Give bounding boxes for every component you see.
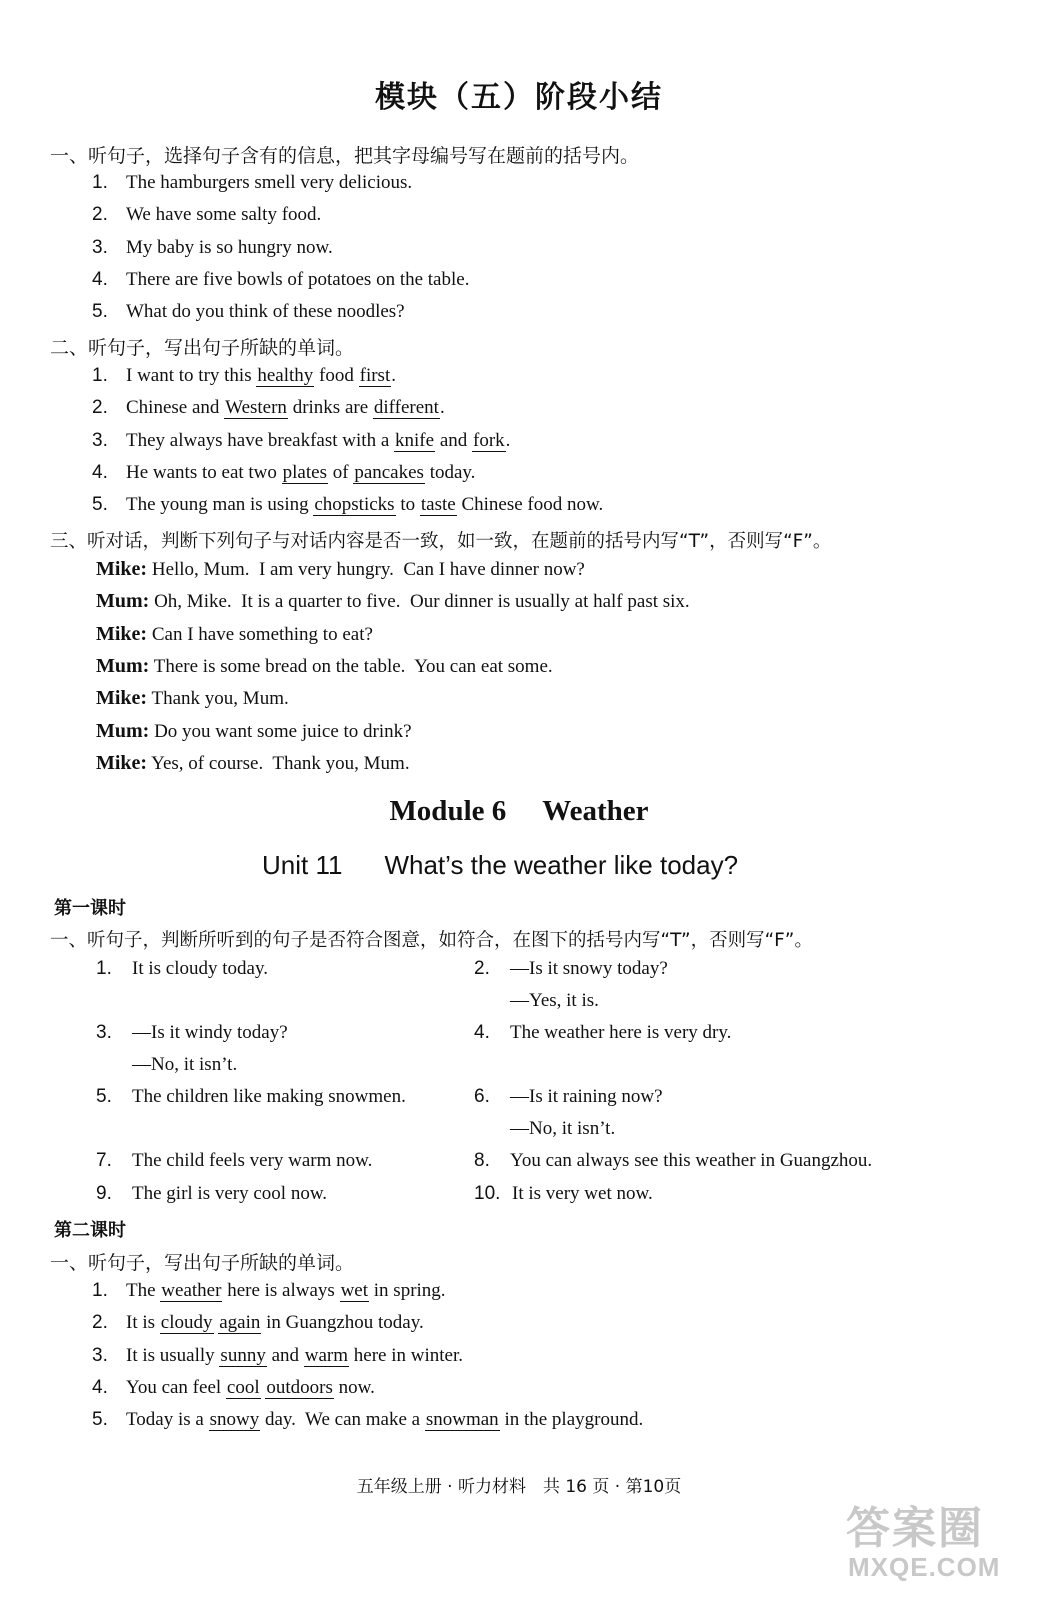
speaker: Mike:: [96, 687, 148, 710]
answer-word: first: [359, 365, 391, 386]
item-text: Today is a: [126, 1409, 209, 1431]
item-text: I want to try this: [126, 365, 257, 386]
item-number: 1.: [92, 172, 108, 193]
item-text: The weather here is very dry.: [510, 1022, 732, 1043]
dialogue-text: Thank you, Mum.: [151, 688, 289, 710]
item-number: 5.: [96, 1086, 112, 1107]
item-text: —No, it isn’t.: [132, 1054, 238, 1075]
module-label: Module 6: [389, 795, 507, 827]
answer-word: knife: [395, 429, 435, 451]
module-title: [0, 795, 1038, 828]
list-item: [92, 397, 445, 419]
item-text: day. We can make a: [260, 1409, 425, 1431]
speaker: Mike:: [96, 558, 148, 580]
item-text: The hamburgers smell very delicious.: [126, 172, 413, 193]
item-text: The children like making snowmen.: [132, 1086, 406, 1107]
item-number: 4.: [92, 268, 108, 290]
list-item: [474, 1022, 731, 1044]
part2-heading: 二、听句子，写出句子所缺的单词。: [50, 337, 355, 359]
answer-word: taste: [420, 494, 456, 516]
item-text: Chinese food now.: [456, 494, 604, 516]
list-item: [92, 1377, 375, 1399]
item-text: It is: [126, 1312, 160, 1334]
item-number: 3.: [92, 429, 108, 451]
answer-word: warm: [304, 1344, 349, 1366]
speaker: Mum:: [96, 654, 150, 677]
item-number: 2.: [92, 397, 108, 419]
answer-word: sunny: [220, 1344, 266, 1366]
answer-word: Western: [225, 397, 287, 419]
item-text: to: [395, 494, 420, 516]
item-text: .: [391, 365, 396, 386]
answer-word: weather: [161, 1280, 222, 1301]
list-item: [92, 494, 603, 516]
item-number: 4.: [474, 1022, 490, 1043]
list-item: [96, 958, 268, 980]
dialogue-text: Hello, Mum. I am very hungry. Can I have dinner now?: [151, 559, 585, 580]
item-number: 4.: [92, 1376, 108, 1398]
item-text: —No, it isn’t.: [510, 1118, 616, 1139]
unit-title: [262, 850, 738, 881]
answer-word: pancakes: [354, 461, 424, 483]
lesson2-heading: 一、听句子，写出句子所缺的单词。: [50, 1252, 355, 1274]
answer-word: wet: [340, 1280, 369, 1301]
dialogue-line: [96, 590, 690, 613]
list-item: [92, 172, 412, 194]
list-item-continued: [96, 1054, 237, 1076]
list-item: [92, 1409, 643, 1431]
item-text: —Is it windy today?: [132, 1022, 288, 1043]
item-text: You can feel: [126, 1376, 226, 1398]
list-item: [92, 1280, 446, 1302]
answer-word: healthy: [257, 365, 314, 386]
list-item: [474, 958, 668, 980]
dialogue-line: [96, 558, 585, 581]
item-text: drinks are: [287, 397, 373, 419]
dialogue-text: Yes, of course. Thank you, Mum.: [151, 752, 410, 774]
item-text: He wants to eat two: [126, 461, 282, 483]
page-title: 模块（五）阶段小结: [375, 80, 663, 115]
answer-word: chopsticks: [314, 494, 395, 516]
item-text: and: [266, 1344, 304, 1366]
module-name: Weather: [542, 795, 649, 827]
list-item-continued: [474, 1118, 615, 1140]
answer-word: cool: [226, 1376, 260, 1398]
item-number: 1.: [92, 365, 108, 386]
item-number: 2.: [92, 204, 108, 226]
list-item: [96, 1183, 327, 1205]
speaker: Mike:: [96, 751, 148, 774]
list-item: [96, 1150, 372, 1172]
list-item: [92, 237, 333, 259]
list-item: [92, 301, 405, 323]
answer-word: again: [219, 1312, 261, 1334]
speaker: Mike:: [96, 622, 148, 645]
item-text: now.: [333, 1376, 375, 1398]
dialogue-line: [96, 623, 373, 646]
item-number: 1.: [92, 1280, 108, 1301]
list-item: [92, 269, 469, 291]
item-text: of: [327, 461, 354, 483]
item-text: —Is it raining now?: [510, 1086, 663, 1107]
item-text: here is always: [222, 1280, 340, 1301]
answer-word: snowy: [209, 1409, 260, 1431]
item-text: today.: [424, 461, 476, 483]
item-text: food: [314, 365, 359, 386]
item-number: 1.: [96, 958, 112, 979]
item-text: It is usually: [126, 1344, 220, 1366]
item-text: in spring.: [369, 1280, 446, 1301]
item-text: in Guangzhou today.: [261, 1312, 424, 1334]
item-number: 6.: [474, 1086, 490, 1107]
item-text: The child feels very warm now.: [132, 1150, 373, 1171]
list-item: [96, 1086, 406, 1108]
item-number: 8.: [474, 1150, 490, 1171]
answer-word: plates: [282, 461, 327, 483]
item-number: 7.: [96, 1150, 112, 1171]
answer-word: fork: [473, 429, 505, 451]
item-text: The: [126, 1280, 161, 1301]
item-text: The girl is very cool now.: [132, 1183, 328, 1204]
unit-name: What’s the weather like today?: [384, 850, 739, 880]
item-number: 2.: [92, 1312, 108, 1334]
item-text: There are five bowls of potatoes on the table.: [126, 268, 470, 290]
list-item: [92, 1345, 463, 1367]
item-text: here in winter.: [349, 1344, 463, 1366]
item-text: The young man is using: [126, 494, 314, 516]
item-text: —Is it snowy today?: [510, 958, 668, 979]
item-number: 5.: [92, 494, 108, 516]
speaker: Mum:: [96, 719, 150, 742]
item-text: We have some salty food.: [126, 204, 322, 226]
list-item: [92, 1312, 424, 1334]
part1-heading: 一、听句子，选择句子含有的信息，把其字母编号写在题前的括号内。: [50, 145, 640, 167]
lesson1-label: 第一课时: [54, 898, 126, 919]
answer-word: cloudy: [160, 1312, 213, 1334]
list-item: [92, 462, 475, 484]
list-item: [474, 1150, 872, 1172]
item-text: My baby is so hungry now.: [126, 236, 333, 258]
dialogue-text: Can I have something to eat?: [151, 623, 373, 645]
dialogue-line: [96, 655, 553, 678]
item-number: 4.: [92, 461, 108, 483]
item-number: 2.: [474, 958, 490, 979]
item-text: It is very wet now.: [512, 1183, 653, 1204]
unit-label: Unit 11: [262, 850, 343, 880]
list-item: [92, 204, 321, 226]
item-number: 5.: [92, 1409, 108, 1431]
item-number: 3.: [92, 236, 108, 258]
dialogue-line: [96, 720, 412, 743]
watermark-logo: 答案圈: [846, 1503, 984, 1554]
answer-word: snowman: [425, 1409, 499, 1431]
item-text: You can always see this weather in Guangzhou.: [510, 1150, 873, 1171]
dialogue-line: [96, 687, 289, 710]
item-text: It is cloudy today.: [132, 958, 268, 979]
item-text: in the playground.: [499, 1409, 644, 1431]
answer-word: outdoors: [266, 1376, 333, 1398]
item-number: 5.: [92, 301, 108, 323]
list-item: [96, 1022, 288, 1044]
item-text: What do you think of these noodles?: [126, 301, 405, 323]
item-number: 3.: [92, 1344, 108, 1366]
item-text: They always have breakfast with a: [126, 429, 395, 451]
lesson2-label: 第二课时: [54, 1220, 126, 1241]
dialogue-line: [96, 752, 410, 775]
item-text: Chinese and: [126, 397, 225, 419]
speaker: Mum:: [96, 590, 150, 613]
part3-heading: 三、听对话，判断下列句子与对话内容是否一致，如一致，在题前的括号内写“T”，否则写“F”。: [50, 531, 832, 552]
watermark-url: MXQE.COM: [848, 1552, 1001, 1582]
list-item-continued: [474, 990, 599, 1012]
dialogue-text: Do you want some juice to drink?: [154, 720, 412, 742]
item-text: .: [505, 429, 511, 451]
item-text: and: [435, 429, 472, 451]
list-item: [92, 365, 396, 387]
list-item: [92, 430, 510, 452]
dialogue-text: There is some bread on the table. You can eat some.: [153, 655, 553, 677]
page-footer: 五年级上册 · 听力材料 共 16 页 · 第10页: [356, 1477, 682, 1497]
item-text: —Yes, it is.: [510, 990, 599, 1011]
item-number: 3.: [96, 1022, 112, 1043]
lesson1-heading: 一、听句子，判断所听到的句子是否符合图意，如符合，在图下的括号内写“T”，否则写“F”。: [50, 930, 813, 951]
dialogue-text: Oh, Mike. It is a quarter to five. Our dinner is usually at half past six.: [154, 591, 690, 613]
item-number: 10.: [474, 1183, 501, 1204]
item-text: .: [439, 397, 445, 419]
answer-word: different: [373, 397, 439, 419]
list-item: [474, 1086, 663, 1108]
list-item: [474, 1183, 653, 1205]
item-number: 9.: [96, 1183, 112, 1204]
